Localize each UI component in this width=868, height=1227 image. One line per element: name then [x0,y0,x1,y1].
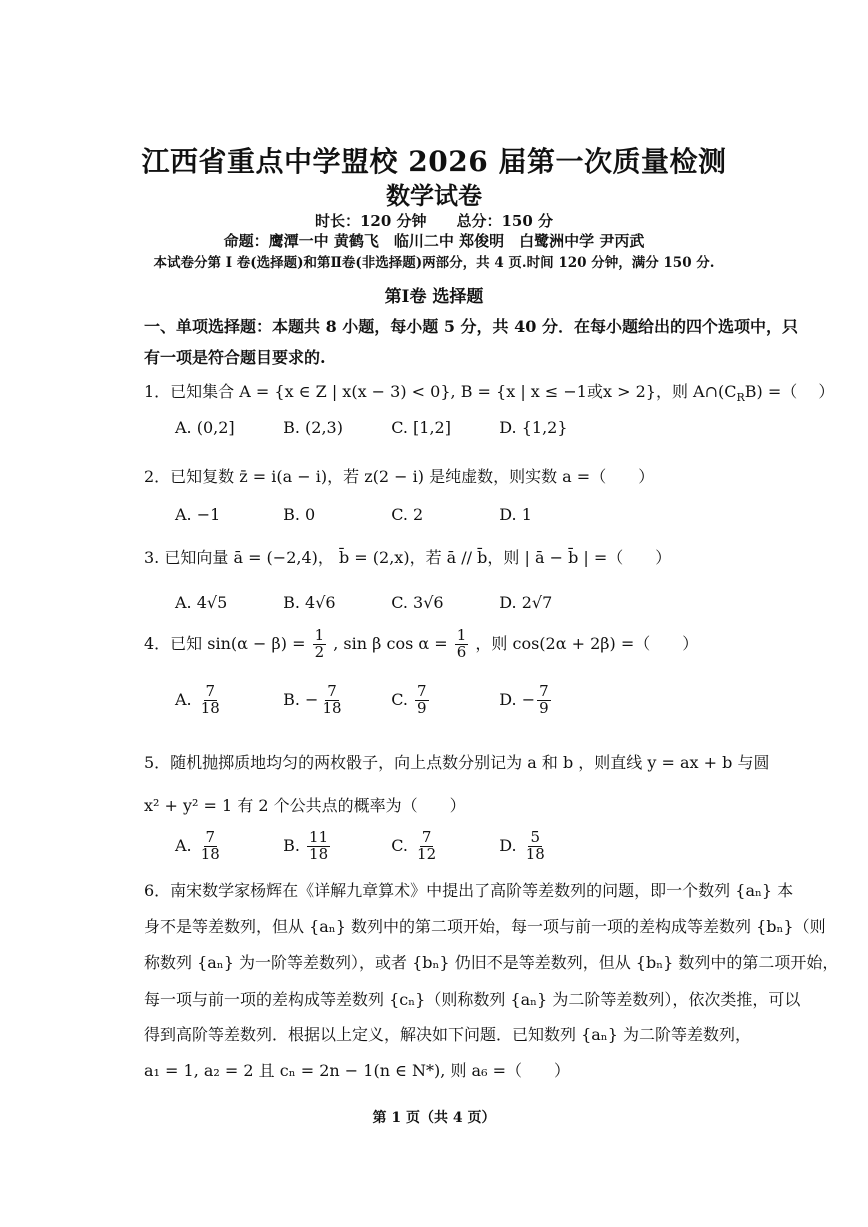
question-1-option-c[interactable]: C. [1,2] [391,418,451,437]
question-4-fraction-1 [313,628,327,661]
question-3-stem: 3. 已知向量 ā = (−2,4)， b̄ = (2,x)，若 ā // b̄，则 | ā − b̄ | =（ ） [144,548,672,567]
option-fraction [415,684,429,717]
question-5-options [175,830,602,863]
question-4-options [175,684,602,717]
fraction-denominator: 18 [309,844,329,863]
question-1-option-a[interactable]: A. (0,2] [175,418,235,437]
fraction-numerator: 7 [421,828,432,846]
fraction-numerator: 7 [539,682,549,700]
question-6-line-3: 称数列 {aₙ} 为一阶等差数列），或者 {bₙ} 仍旧不是等差数列，但从 {bₙ} 数列中的第二项开始， [144,953,839,972]
question-1-option-d[interactable]: D. {1,2} [499,418,568,437]
question-2-stem: 2．已知复数 z̄ = i(a − i)，若 z(2 − i) 是纯虚数，则实数 a =（ ） [144,467,655,486]
question-5-stem-2: x² + y² = 1 有 2 个公共点的概率为（ ） [144,796,466,815]
fraction-denominator: 18 [525,844,545,863]
question-4-stem [144,628,698,661]
exam-duration: 时长：120 分钟 总分：150 分 [314,212,554,230]
question-5-option-d[interactable] [499,830,602,863]
fraction-denominator: 2 [314,642,325,661]
fraction-numerator: 7 [205,682,216,700]
option-label: B. [283,689,300,709]
fraction-denominator: 18 [200,844,220,863]
question-1-options [175,418,602,437]
question-4-stem-a: 4．已知 sin(α − β) = [144,633,306,653]
question-1-stem-text: 1．已知集合 A = {x ∈ Z | x(x − 3) < 0}, B = {x | x ≤ −1或x > 2}，则 A∩(C [144,382,737,401]
question-3-option-a[interactable]: A. 4√5 [175,593,228,612]
question-3-option-d[interactable]: D. 2√7 [499,593,553,612]
exam-title: 江西省重点中学盟校 2026 届第一次质量检测 [141,145,727,178]
question-5-stem: 5．随机抛掷质地均匀的两枚骰子，向上点数分别记为 a 和 b ，则直线 y = ax + b 与圆 [144,753,770,772]
option-label: C. [391,689,408,709]
question-2-option-b[interactable]: B. 0 [283,505,316,524]
exam-note: 本试卷分第 I 卷(选择题)和第Ⅱ卷(非选择题)两部分，共 4 页.时间 120 分钟，满分 150 分. [153,255,715,271]
question-5-option-a[interactable] [175,830,278,863]
question-4-fraction-2 [455,628,469,661]
question-3-option-b[interactable]: B. 4√6 [283,593,336,612]
option-label: D. [499,835,517,855]
section-title: 第Ⅰ卷 选择题 [384,287,484,307]
question-6-line-6: a₁ = 1, a₂ = 2 且 cₙ = 2n − 1(n ∈ N*), 则 a₆ =（ ） [144,1061,570,1080]
fraction-denominator: 18 [200,698,220,717]
option-fraction [199,830,222,863]
option-label: B. [283,835,300,855]
question-4-option-b[interactable] [283,684,386,717]
option-fraction [524,830,547,863]
fraction-denominator: 18 [322,698,342,717]
question-4-option-a[interactable] [175,684,278,717]
fraction-numerator: 7 [417,682,427,700]
fraction-numerator: 7 [205,828,216,846]
option-label: A. [175,835,192,855]
question-5-option-b[interactable] [283,830,386,863]
option-fraction [199,684,222,717]
fraction-numerator: 7 [327,682,337,700]
question-6-line-5: 得到高阶等差数列．根据以上定义，解决如下问题．已知数列 {aₙ} 为二阶等差数列， [144,1025,751,1044]
part-one-heading-line1: 一、单项选择题：本题共 8 小题，每小题 5 分，共 40 分．在每小题给出的四个选项中，只 [144,317,798,336]
fraction-numerator: 1 [456,626,467,644]
question-4-stem-b: , sin β cos α = [333,633,448,653]
exam-subtitle: 数学试卷 [386,181,482,210]
fraction-numerator: 11 [309,828,329,846]
option-label: D. [499,689,517,709]
option-sign: − [521,689,536,709]
option-fraction [320,684,343,717]
question-3-options [175,593,602,612]
question-6-line-4: 每一项与前一项的差构成等差数列 {cₙ}（则称数列 {aₙ} 为二阶等差数列），依次类推，可以 [144,990,801,1009]
question-4-stem-c: ，则 cos(2α + 2β) =（ ） [475,633,699,653]
question-6-line-1: 6．南宋数学家杨辉在《详解九章算术》中提出了高阶等差数列的问题，即一个数列 {aₙ} 本 [144,881,794,900]
question-3-option-c[interactable]: C. 3√6 [391,593,444,612]
question-4-option-d[interactable] [499,684,602,717]
question-1-stem [144,379,834,404]
question-5-option-c[interactable] [391,830,494,863]
question-1-stem-end: B) =（ ） [744,382,835,401]
page-footer: 第 1 页（共 4 页） [372,1110,496,1126]
question-1-option-b[interactable]: B. (2,3) [283,418,343,437]
question-4-option-c[interactable] [391,684,494,717]
fraction-numerator: 1 [314,626,325,644]
fraction-denominator: 9 [417,698,427,717]
fraction-denominator: 9 [539,698,549,717]
question-2-option-c[interactable]: C. 2 [391,505,424,524]
question-2-option-d[interactable]: D. 1 [499,505,532,524]
question-2-options [175,505,602,524]
option-label: C. [391,835,408,855]
question-2-option-a[interactable]: A. −1 [175,505,221,524]
option-fraction [415,830,438,863]
question-6-line-2: 身不是等差数列，但从 {aₙ} 数列中的第二项开始，每一项与前一项的差构成等差数列 {bₙ}（则 [144,917,826,936]
question-1-subscript: R [736,391,745,405]
fraction-numerator: 5 [530,828,541,846]
option-fraction [307,830,330,863]
part-one-heading-line2: 有一项是符合题目要求的. [144,348,326,367]
option-fraction [537,684,551,717]
option-sign: − [305,689,319,709]
fraction-denominator: 12 [417,844,437,863]
exam-authors: 命题：鹰潭一中 黄鹤飞 临川二中 郑俊明 白鹭洲中学 尹丙武 [223,232,645,250]
option-label: A. [175,689,192,709]
fraction-denominator: 6 [456,642,467,661]
